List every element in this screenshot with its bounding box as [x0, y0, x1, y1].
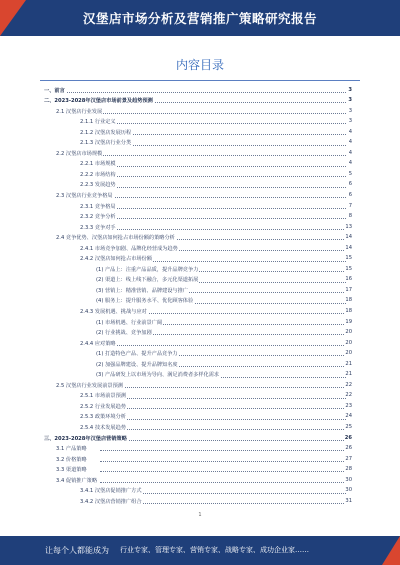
toc-entry-page: 20 — [345, 350, 352, 357]
toc-entry-page: 18 — [345, 297, 352, 304]
toc-entry[interactable] — [40, 391, 352, 402]
toc-entry-label: (3) 营销上：精准营销、品牌建设与推广 — [96, 287, 188, 294]
toc-entry-label: 2.1 汉堡店行业发展 — [56, 108, 103, 115]
toc-entry[interactable] — [40, 212, 352, 223]
toc-entry-page: 5 — [348, 170, 352, 177]
toc-entry-label: 2.3.1 竞争格局 — [80, 203, 116, 210]
toc-leader-dots — [112, 166, 346, 167]
toc-entry-page: 14 — [345, 244, 352, 251]
toc-entry-page: 8 — [348, 213, 352, 220]
toc-entry[interactable] — [40, 496, 352, 507]
table-of-contents — [40, 85, 352, 507]
toc-entry[interactable] — [40, 243, 352, 254]
toc-leader-dots — [130, 334, 346, 335]
toc-entry-label: 2.3 汉堡店行业竞争格局 — [56, 192, 113, 199]
toc-entry[interactable] — [40, 275, 352, 286]
toc-entry-page: 7 — [348, 202, 352, 209]
toc-entry[interactable] — [40, 412, 352, 423]
toc-entry-label: 2.2.3 发展趋势 — [80, 182, 116, 189]
toc-leader-dots — [54, 92, 346, 93]
toc-entry-label: 2.2.1 市场规模 — [80, 161, 116, 168]
toc-entry-page: 21 — [345, 371, 352, 378]
toc-entry-label: 3.4.1 汉堡店促销推广方式 — [80, 488, 142, 495]
toc-entry-page: 27 — [345, 455, 352, 462]
toc-entry-page: 15 — [345, 265, 352, 272]
toc-entry[interactable] — [40, 370, 352, 381]
toc-entry-label: (2) 加强品牌建设、提升品牌知名度 — [96, 361, 178, 368]
toc-entry-page: 4 — [348, 128, 352, 135]
toc-entry[interactable] — [40, 306, 352, 317]
toc-entry[interactable] — [40, 264, 352, 275]
toc-entry[interactable] — [40, 454, 352, 465]
toc-entry[interactable] — [40, 190, 352, 201]
toc-entry-page: 30 — [345, 476, 352, 483]
toc-entry-page: 20 — [345, 339, 352, 346]
toc-leader-dots — [100, 197, 346, 198]
toc-entry-page: 23 — [345, 402, 352, 409]
toc-leader-dots — [112, 345, 346, 346]
toc-entry-page: 18 — [345, 307, 352, 314]
toc-leader-dots — [112, 176, 346, 177]
toc-heading: 内容目录 — [175, 58, 224, 72]
toc-entry-page: 28 — [345, 466, 352, 473]
toc-leader-dots — [112, 429, 346, 430]
toc-leader-dots — [100, 113, 346, 114]
toc-entry-page: 13 — [345, 223, 352, 230]
toc-entry-label: 2.3.3 竞争对手 — [80, 224, 116, 231]
toc-leader-dots — [100, 482, 346, 483]
toc-entry-label: 2.1.1 行业定义 — [80, 119, 116, 126]
toc-entry-page: 4 — [348, 139, 352, 146]
toc-leader-dots — [100, 471, 346, 472]
toc-entry[interactable] — [40, 148, 352, 159]
toc-divider — [40, 80, 360, 81]
toc-entry-page: 26 — [344, 434, 352, 441]
toc-entry-page: 4 — [348, 149, 352, 156]
toc-leader-dots — [100, 450, 346, 451]
toc-entry-label: 2.4.2 汉堡店如何抢占市场份额 — [80, 256, 152, 263]
page-number: 1 — [198, 512, 202, 518]
toc-entry-page: 19 — [345, 318, 352, 325]
toc-entry-page: 26 — [345, 445, 352, 452]
toc-entry[interactable] — [40, 201, 352, 212]
toc-entry[interactable] — [40, 159, 352, 170]
toc-entry-page: 6 — [348, 181, 352, 188]
toc-entry-label: (1) 市场机遇、行业前景广阔 — [96, 319, 163, 326]
toc-entry-label: (1) 打造特色产品、提升产品竞争力 — [96, 351, 178, 358]
toc-entry[interactable] — [40, 296, 352, 307]
toc-entry[interactable] — [40, 254, 352, 265]
toc-leader-dots — [112, 419, 346, 420]
toc-entry-label: 三、2023-2028年汉堡店营销策略 — [44, 435, 127, 442]
toc-entry-page: 24 — [345, 413, 352, 420]
toc-entry-label: 2.1.2 汉堡店发展历程 — [80, 129, 132, 136]
toc-leader-dots — [100, 387, 346, 388]
toc-entry-page: 4 — [348, 160, 352, 167]
toc-entry-page: 20 — [345, 329, 352, 336]
toc-entry[interactable] — [40, 138, 352, 149]
toc-entry-page: 31 — [345, 497, 352, 504]
toc-entry[interactable] — [40, 338, 352, 349]
toc-entry-label: 2.4.3 发展机遇、挑战与应对 — [80, 308, 147, 315]
toc-entry[interactable] — [40, 433, 352, 444]
toc-entry[interactable] — [40, 169, 352, 180]
toc-entry[interactable] — [40, 380, 352, 391]
toc-entry-page: 16 — [345, 276, 352, 283]
toc-leader-dots — [112, 503, 346, 504]
toc-entry-page: 14 — [345, 234, 352, 241]
toc-entry[interactable] — [40, 444, 352, 455]
toc-entry-page: 21 — [345, 360, 352, 367]
toc-leader-dots — [100, 461, 346, 462]
toc-entry-page: 22 — [345, 381, 352, 388]
toc-entry[interactable] — [40, 127, 352, 138]
toc-entry-label: 2.5.2 行业发展趋势 — [80, 403, 126, 410]
toc-entry-label: 3.2 价格策略 — [56, 456, 87, 463]
toc-entry[interactable] — [40, 317, 352, 328]
toc-entry[interactable] — [40, 401, 352, 412]
toc-entry[interactable] — [40, 106, 352, 117]
toc-leader-dots — [112, 229, 346, 230]
footer-tagline: 行业专家、管理专家、营销专家、战略专家、成功企业家…… — [120, 546, 309, 554]
document-title: 汉堡店市场分析及营销推广策略研究报告 — [82, 11, 317, 26]
toc-entry-label: 2.5 汉堡店行业发展前景预测 — [56, 382, 123, 389]
toc-entry-label: 2.4.4 应对策略 — [80, 340, 116, 347]
toc-entry[interactable] — [40, 285, 352, 296]
toc-entry[interactable] — [40, 96, 352, 107]
toc-leader-dots — [112, 208, 346, 209]
toc-entry-label: 2.4.1 市场竞争加剧、品牌化经营成为趋势 — [80, 245, 178, 252]
toc-entry-label: 3.4.2 汉堡店营销推广组合 — [80, 498, 142, 505]
toc-entry-label: 2.5.3 政策环境分析 — [80, 414, 126, 421]
toc-entry[interactable] — [40, 117, 352, 128]
toc-entry[interactable] — [40, 233, 352, 244]
toc-entry-page: 3 — [348, 118, 352, 125]
toc-entry-label: 3.4 促销推广策略 — [56, 477, 98, 484]
toc-leader-dots — [112, 408, 346, 409]
toc-leader-dots — [112, 145, 346, 146]
toc-leader-dots — [112, 134, 346, 135]
toc-entry-label: (2) 行业挑战、竞争加剧 — [96, 330, 152, 337]
toc-entry-page: 25 — [345, 424, 352, 430]
toc-entry-page: 6 — [348, 191, 352, 198]
toc-entry-page: 15 — [345, 255, 352, 262]
toc-entry[interactable] — [40, 423, 352, 434]
toc-entry[interactable] — [40, 465, 352, 476]
toc-entry-label: 一、前言 — [44, 87, 65, 94]
toc-entry[interactable] — [40, 486, 352, 497]
toc-entry[interactable] — [40, 222, 352, 233]
toc-entry[interactable] — [40, 349, 352, 360]
toc-entry-page: 3 — [348, 97, 352, 104]
toc-leader-dots — [112, 398, 346, 399]
toc-entry[interactable] — [40, 85, 352, 96]
toc-entry-label: 2.1.3 汉堡店行业分类 — [80, 140, 132, 147]
toc-entry-label: 2.5.4 技术发展趋势 — [80, 425, 126, 431]
toc-leader-dots — [100, 155, 346, 156]
toc-entry-label: (2) 渠道上：线上线下融合，多元化渠道拓展 — [96, 277, 199, 284]
toc-entry[interactable] — [40, 359, 352, 370]
toc-leader-dots — [112, 187, 346, 188]
toc-entry-page: 3 — [348, 86, 352, 93]
toc-entry-label: 3.1 产品策略 — [56, 446, 87, 453]
toc-entry-label: (3) 产品研发上以市场为导向、满足消费者多样化需求 — [96, 372, 220, 379]
toc-leader-dots — [112, 218, 346, 219]
toc-leader-dots — [112, 493, 346, 494]
toc-entry-label: 2.4 竞争优势、汉堡店如何抢占市场份额的策略分析 — [56, 235, 175, 242]
footer-slogan: 让每个人都能成为 — [45, 546, 109, 555]
toc-entry[interactable] — [40, 180, 352, 191]
toc-entry[interactable] — [40, 328, 352, 339]
toc-entry-label: 2.3.2 竞争分析 — [80, 214, 116, 221]
toc-entry-label: 3.3 渠道策略 — [56, 467, 87, 474]
toc-entry-label: 2.2.2 市场结构 — [80, 171, 116, 178]
footer-band — [0, 536, 400, 565]
footer-accent — [382, 536, 400, 565]
toc-entry-label: 二、2023-2028年汉堡店市场前景及趋势预测 — [44, 98, 153, 105]
toc-entry-label: (4) 服务上：提升服务水平、优化顾客体验 — [96, 298, 194, 305]
toc-entry-page: 30 — [345, 487, 352, 494]
toc-entry[interactable] — [40, 475, 352, 486]
toc-leader-dots — [112, 123, 346, 124]
toc-entry-page: 17 — [345, 286, 352, 293]
toc-entry-label: 2.2 汉堡店市场规模 — [56, 150, 103, 157]
toc-entry-page: 22 — [345, 392, 352, 399]
toc-entry-label: (1) 产品上：注重产品品质，提升品牌竞争力 — [96, 266, 199, 273]
toc-entry-label: 2.5.1 市场前景预测 — [80, 393, 126, 400]
toc-entry-page: 3 — [348, 107, 352, 114]
